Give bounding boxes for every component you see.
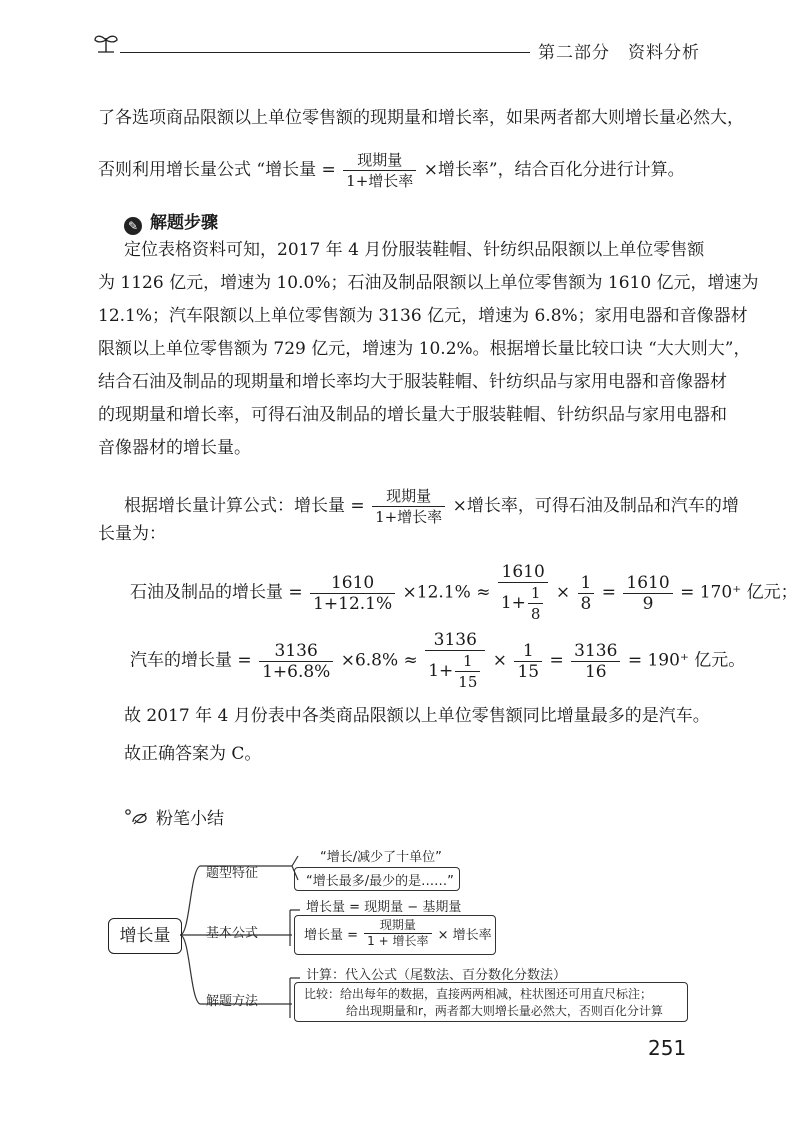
calc-suffix: ×增长率，可得石油及制品和汽车的增 <box>452 496 739 516</box>
car-frac-3 <box>514 641 542 682</box>
header-rule <box>120 52 530 53</box>
car-f2-den-a: 1+ <box>428 661 454 681</box>
steps-title-text: 解题步骤 <box>150 213 218 233</box>
oil-eq: = <box>601 582 617 603</box>
oil-equation <box>130 562 798 624</box>
pen-circle-icon: ✎ <box>124 217 142 235</box>
chalk-swirl-icon <box>124 807 150 832</box>
oil-f4-num: 1610 <box>623 573 672 594</box>
oil-f2-den <box>498 583 549 624</box>
leaf-sprout-icon <box>92 30 120 56</box>
map-formula-frac <box>364 918 431 949</box>
oil-f2-den-num: 1 <box>528 583 544 604</box>
intro-line-1: 了各选项商品限额以上单位零售额的现期量和增长率，如果两者都大则增长量必然大， <box>98 108 744 128</box>
car-equation <box>130 630 745 692</box>
car-frac-1 <box>259 641 333 682</box>
car-f2-num: 3136 <box>425 630 485 651</box>
calc-prefix: 根据增长量计算公式：增长量 = <box>124 496 365 516</box>
intro-prefix: 否则利用增长量公式 “增长量 = <box>98 160 336 180</box>
conclusion-line: 故 2017 年 4 月份表中各类商品限额以上单位零售额同比增量最多的是汽车。 <box>124 706 710 726</box>
steps-para-line-2: 为 1126 亿元，增速为 10.0%；石油及制品限额以上单位零售额为 1610 亿元，增速为 <box>98 273 759 293</box>
page-number: 251 <box>648 1036 687 1060</box>
steps-para-line-1: 定位表格资料可知，2017 年 4 月份服装鞋帽、针纺织品限额以上单位零售额 <box>124 240 705 260</box>
method-item-3: 给出现期量和r，两者都大则增长量必然大，否则百化分计算 <box>346 1004 663 1018</box>
car-result: = 190⁺ 亿元。 <box>627 650 746 671</box>
car-f3-num: 1 <box>514 641 542 662</box>
branch-label-formula: 基本公式 <box>206 926 259 941</box>
car-f4-num: 3136 <box>571 641 620 662</box>
steps-para-line-6: 的现期量和增长率，可得石油及制品的增长量大于服装鞋帽、针纺织品与家用电器和 <box>98 405 727 425</box>
car-label: 汽车的增长量 = <box>130 650 252 671</box>
feature-item-2: “增长最多/最少的是……” <box>306 874 454 889</box>
branch-label-methods: 解题方法 <box>206 994 259 1009</box>
oil-f3-num: 1 <box>578 573 595 594</box>
oil-f2-den-frac <box>528 583 544 624</box>
steps-section-title <box>124 208 218 235</box>
car-mult-1: ×6.8% ≈ <box>340 650 418 671</box>
car-f3-den: 15 <box>517 661 540 682</box>
intro-suffix: ×增长率”，结合百化分进行计算。 <box>423 160 685 180</box>
oil-frac-4 <box>623 573 672 614</box>
map-formula-num: 现期量 <box>364 918 431 934</box>
car-frac-2 <box>425 630 485 692</box>
oil-f2-den-a: 1+ <box>500 593 526 613</box>
calc-line-2: 长量为： <box>98 524 166 544</box>
car-f2-den-den: 15 <box>458 673 478 691</box>
oil-f1-num: 1610 <box>310 573 395 594</box>
feature-item-1: “增长/减少了十单位” <box>320 850 442 865</box>
oil-f1-den: 1+12.1% <box>313 593 393 614</box>
calc-denominator: 1+增长率 <box>375 508 443 526</box>
formula-item-2 <box>304 918 492 949</box>
steps-para-line-7: 音像器材的增长量。 <box>98 438 251 458</box>
formula-item-1: 增长量 = 现期量 − 基期量 <box>306 900 462 915</box>
oil-frac-3 <box>578 573 595 614</box>
steps-para-line-3: 12.1%；汽车限额以上单位零售额为 3136 亿元，增速为 6.8%；家用电器和音像器材 <box>98 306 748 326</box>
oil-f2-num: 1610 <box>498 562 549 583</box>
oil-mult-2: × <box>555 582 571 603</box>
car-f1-num: 3136 <box>259 641 333 662</box>
oil-label: 石油及制品的增长量 = <box>130 582 303 603</box>
map-formula-suffix: × 增长率 <box>437 928 492 943</box>
branch-label-features: 题型特征 <box>206 866 259 881</box>
oil-mult-1: ×12.1% ≈ <box>402 582 491 603</box>
oil-frac-2 <box>498 562 549 624</box>
calc-formula <box>372 486 445 527</box>
map-formula-prefix: 增长量 = <box>304 928 359 943</box>
oil-f3-den: 8 <box>580 593 592 614</box>
car-frac-4 <box>571 641 620 682</box>
page-header-title: 第二部分 资料分析 <box>538 43 700 63</box>
method-item-1: 计算：代入公式（尾数法、百分数化分数法） <box>306 968 567 983</box>
car-f2-den <box>425 651 485 692</box>
calc-numerator: 现期量 <box>372 486 445 507</box>
car-f2-den-frac <box>455 651 480 692</box>
car-eq: = <box>549 650 564 671</box>
car-f1-den: 1+6.8% <box>262 661 331 682</box>
car-f2-den-num: 1 <box>455 651 480 672</box>
summary-title-text: 粉笔小结 <box>156 809 224 829</box>
oil-f4-den: 9 <box>642 593 654 614</box>
oil-result: = 170⁺ 亿元； <box>680 582 798 603</box>
method-item-2: 比较：给出每年的数据，直接两两相减，柱状图还可用直尺标注； <box>304 987 653 1001</box>
oil-frac-1 <box>310 573 395 614</box>
formula-numerator: 现期量 <box>343 150 416 171</box>
steps-para-line-4: 限额以上单位零售额为 729 亿元，增速为 10.2%。根据增长量比较口诀 “大大则大”， <box>98 339 751 359</box>
summary-section-title <box>124 804 224 832</box>
intro-formula <box>343 150 416 191</box>
calc-formula-line <box>124 486 739 527</box>
car-mult-2: × <box>492 650 508 671</box>
answer-line: 故正确答案为 C。 <box>124 744 262 764</box>
oil-f2-den-den: 8 <box>530 605 541 623</box>
steps-para-line-5: 结合石油及制品的现期量和增长率均大于服装鞋帽、针纺织品与家用电器和音像器材 <box>98 372 727 392</box>
mindmap-root: 增长量 <box>108 918 182 954</box>
intro-line-2 <box>98 150 685 191</box>
formula-denominator: 1+增长率 <box>346 172 414 190</box>
map-formula-den: 1 + 增长率 <box>367 934 429 948</box>
car-f4-den: 16 <box>584 661 607 682</box>
